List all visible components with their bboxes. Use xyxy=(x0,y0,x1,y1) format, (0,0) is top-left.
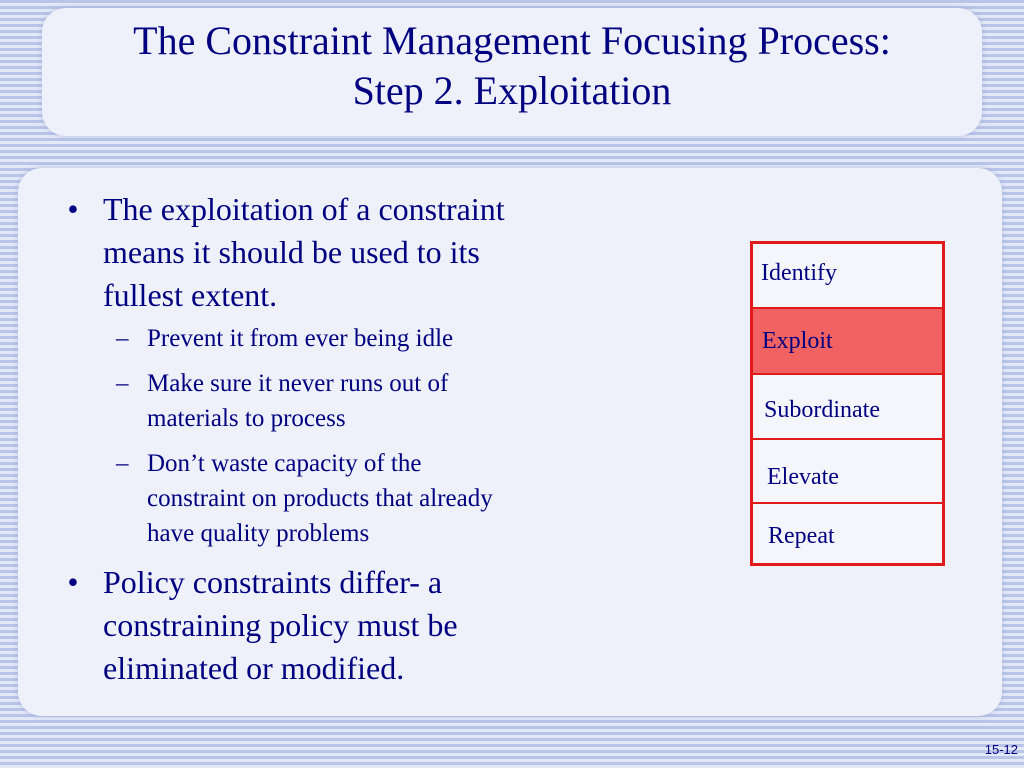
sub-bullet-3-line-2: constraint on products that already xyxy=(147,485,493,512)
sub-bullet-3 xyxy=(58,446,618,551)
sub-bullet-3-line-1: Don’t waste capacity of the xyxy=(147,450,422,477)
bullet-1-line-2: means it should be used to its xyxy=(103,234,480,270)
step-elevate xyxy=(753,440,942,502)
step-identify-label: Identify xyxy=(761,260,837,286)
sub-bullet-2-line-2: materials to process xyxy=(147,405,346,432)
slide-number: 15-12 xyxy=(984,742,1018,757)
step-identify xyxy=(753,244,942,307)
sub-bullet-2-line-1: Make sure it never runs out of xyxy=(147,370,449,397)
step-exploit-label: Exploit xyxy=(762,328,833,354)
sub-bullet-dash: – xyxy=(116,325,129,352)
bullet-2-line-2: constraining policy must be xyxy=(103,607,458,643)
step-subordinate xyxy=(753,375,942,438)
sub-bullet-3-line-3: have quality problems xyxy=(147,520,370,547)
slide-title-line-1: The Constraint Management Focusing Process: xyxy=(133,18,891,63)
sub-bullet-dash: – xyxy=(116,450,129,477)
step-repeat-label: Repeat xyxy=(768,523,835,549)
bullet-1-line-1: The exploitation of a constraint xyxy=(103,191,505,227)
sub-bullet-dash: – xyxy=(116,370,129,397)
step-repeat xyxy=(753,504,942,563)
sub-bullet-2 xyxy=(58,366,618,436)
focusing-steps-table xyxy=(750,241,945,566)
bullet-list xyxy=(58,188,618,690)
bullet-1-line-3: fullest extent. xyxy=(103,277,278,313)
bullet-2-line-1: Policy constraints differ- a xyxy=(103,564,443,600)
step-subordinate-label: Subordinate xyxy=(764,397,880,423)
sub-bullet-1-line-1: Prevent it from ever being idle xyxy=(147,325,454,352)
bullet-2 xyxy=(58,561,618,690)
step-elevate-label: Elevate xyxy=(767,464,839,490)
bullet-2-line-3: eliminated or modified. xyxy=(103,650,405,686)
bullet-dot: • xyxy=(67,564,79,600)
sub-bullet-1 xyxy=(58,321,618,356)
slide-title xyxy=(42,16,982,116)
step-exploit xyxy=(753,309,942,373)
slide-title-line-2: Step 2. Exploitation xyxy=(352,68,672,113)
bullet-1 xyxy=(58,188,618,317)
bullet-dot: • xyxy=(67,191,79,227)
